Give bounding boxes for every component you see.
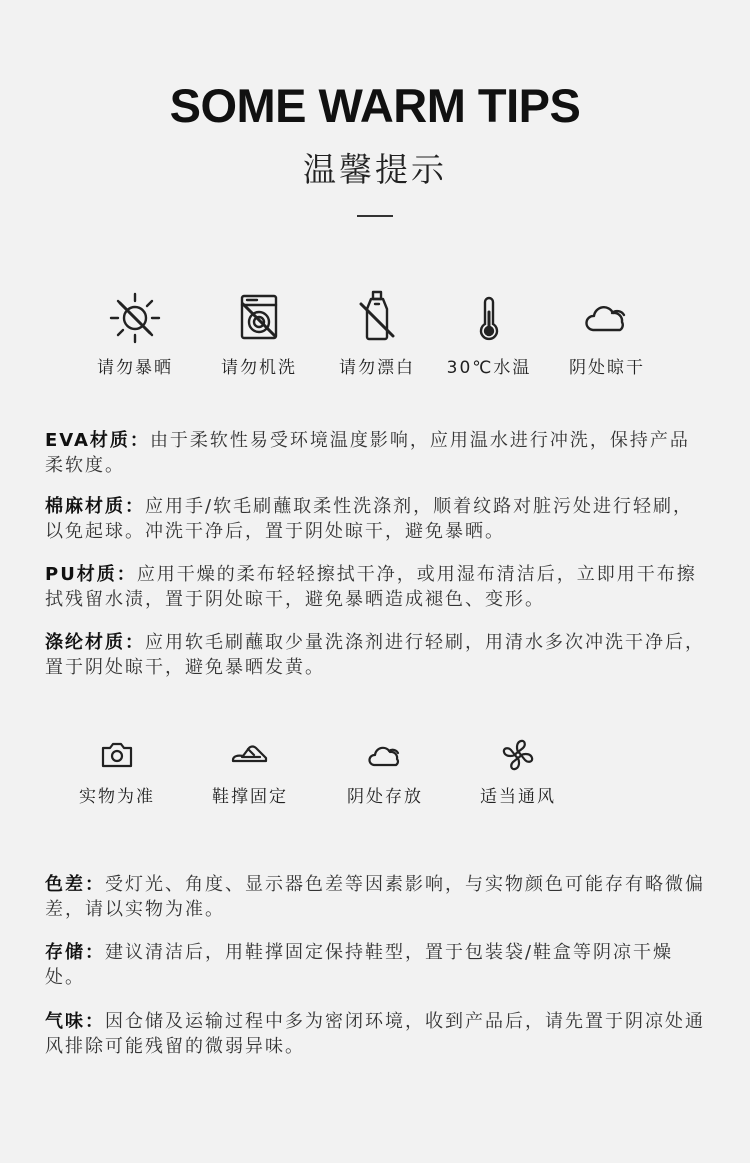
thermometer-icon xyxy=(424,290,554,346)
page-subtitle: 温馨提示 xyxy=(303,150,447,189)
material-text: 应用手/软毛刷蘸取柔性洗涤剂，顺着纹路对脏污处进行轻刷，以免起球。冲洗干净后，置于阴处晾干，避免暴晒。 xyxy=(45,496,694,542)
storage-label: 阴处存放 xyxy=(347,787,423,807)
material-label: EVA材质： xyxy=(45,430,150,451)
no-sun-icon xyxy=(70,290,200,346)
page-title: SOME WARM TIPS xyxy=(169,79,581,132)
material-eva xyxy=(45,428,705,478)
material-label: 涤纶材质： xyxy=(45,632,145,653)
no-bleach-icon xyxy=(312,290,442,346)
shoe-tree-icon xyxy=(185,735,315,775)
care-item-no-sun xyxy=(70,290,200,380)
care-label: 请勿漂白 xyxy=(339,358,415,378)
material-text: 应用干燥的柔布轻轻擦拭干净，或用湿布清洁后，立即用干布擦拭残留水渍，置于阴处晾干，避免暴晒造成褪色、变形。 xyxy=(45,564,697,610)
material-text: 由于柔软性易受环境温度影响，应用温水进行冲洗，保持产品柔软度。 xyxy=(45,430,690,476)
material-cotton-linen xyxy=(45,494,705,544)
care-label: 30℃水温 xyxy=(446,358,532,378)
camera-icon xyxy=(52,735,182,775)
care-label: 阴处晾干 xyxy=(569,358,645,378)
storage-item-ventilate xyxy=(453,735,583,809)
care-label: 请勿机洗 xyxy=(221,358,297,378)
material-text: 应用软毛刷蘸取少量洗涤剂进行轻刷，用清水多次冲洗干净后，置于阴处晾干，避免暴晒发黄。 xyxy=(45,632,705,678)
fan-icon xyxy=(453,735,583,775)
title-divider xyxy=(357,215,393,217)
cloud-icon xyxy=(542,290,672,346)
storage-item-shoe-tree xyxy=(185,735,315,809)
care-item-no-machine-wash xyxy=(194,290,324,380)
note-label: 气味： xyxy=(45,1011,105,1032)
storage-label: 适当通风 xyxy=(480,787,556,807)
storage-label: 鞋撑固定 xyxy=(212,787,288,807)
note-text: 受灯光、角度、显示器色差等因素影响，与实物颜色可能存有略微偏差，请以实物为准。 xyxy=(45,874,705,920)
cloud-icon xyxy=(320,735,450,775)
care-item-no-bleach xyxy=(312,290,442,380)
care-item-water-temp xyxy=(424,290,554,380)
storage-label: 实物为准 xyxy=(79,787,155,807)
note-storage xyxy=(45,940,705,990)
storage-item-actual xyxy=(52,735,182,809)
storage-item-shade xyxy=(320,735,450,809)
material-label: 棉麻材质： xyxy=(45,496,145,517)
note-text: 建议清洁后，用鞋撑固定保持鞋型，置于包装袋/鞋盒等阴凉干燥处。 xyxy=(45,942,674,988)
care-label: 请勿暴晒 xyxy=(97,358,173,378)
note-odor xyxy=(45,1009,705,1059)
care-item-shade-dry xyxy=(542,290,672,380)
note-label: 色差： xyxy=(45,874,105,895)
no-machine-wash-icon xyxy=(194,290,324,346)
note-text: 因仓储及运输过程中多为密闭环境，收到产品后，请先置于阴凉处通风排除可能残留的微弱异味。 xyxy=(45,1011,705,1057)
material-label: PU材质： xyxy=(45,564,137,585)
material-pu xyxy=(45,562,705,612)
note-color-difference xyxy=(45,872,705,922)
material-polyester xyxy=(45,630,705,680)
note-label: 存储： xyxy=(45,942,105,963)
